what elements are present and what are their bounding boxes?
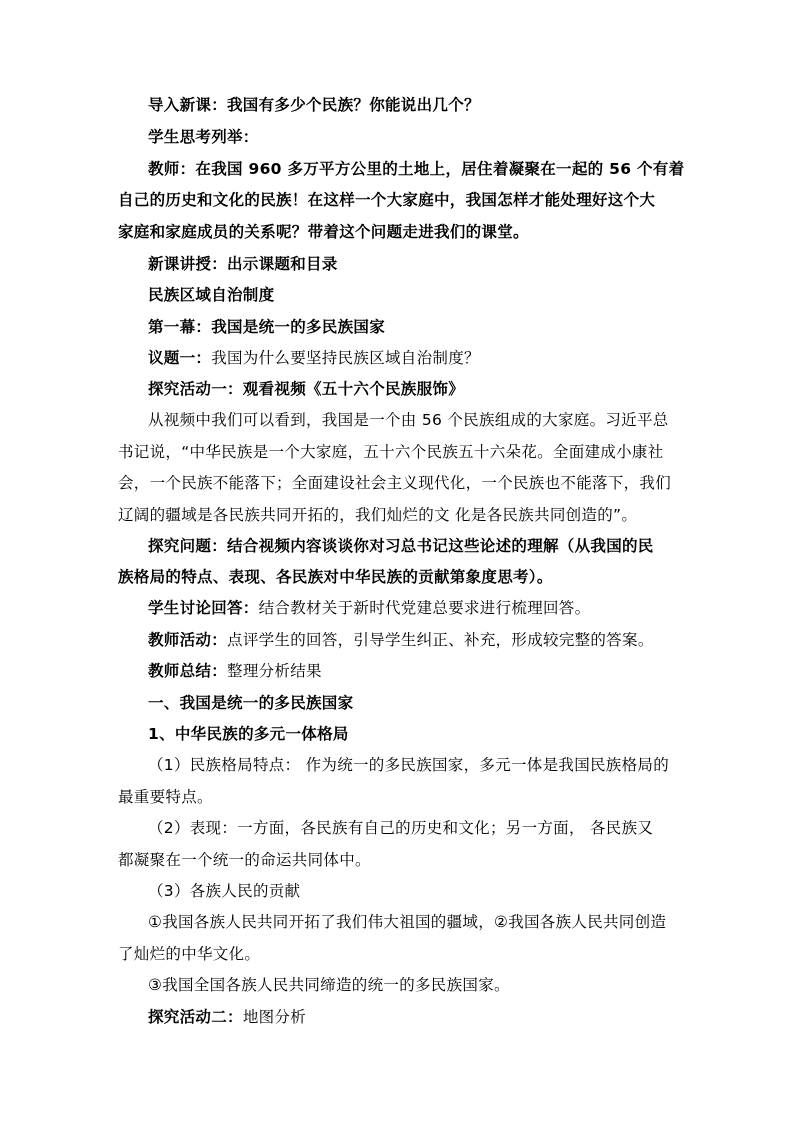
text-line: （2）表现：一方面，各民族有自己的历史和文化；另一方面， 各民族又: [148, 819, 654, 837]
text-line: 教师活动：点评学生的回答，引导学生纠正、补充，形成较完整的答案。: [148, 631, 654, 649]
text-line: 学生讨论回答：结合教材关于新时代党建总要求进行梳理回答。: [148, 599, 591, 617]
text-line: 1、中华民族的多元一体格局: [148, 725, 349, 743]
text-line: 最重要特点。: [118, 788, 213, 806]
text-line: 书记说，“中华民族是一个大家庭，五十六个民族五十六朵花。全面建成小康社: [118, 443, 664, 461]
text-line: 都凝聚在一个统一的命运共同体中。: [118, 851, 371, 869]
text-line: （3）各族人民的贡献: [148, 882, 301, 900]
text-line: 辽阔的疆域是各民族共同开拓的，我们灿烂的文 化是各民族共同创造的”。: [118, 506, 638, 524]
text-line: 探究活动二：地图分析: [148, 1008, 307, 1026]
text-line: 议题一：我国为什么要坚持民族区域自治制度？: [148, 349, 480, 367]
text-line: （1）民族格局特点： 作为统一的多民族国家，多元一体是我国民族格局的: [148, 756, 669, 774]
text-line: 新课讲授：出示课题和目录: [148, 255, 338, 273]
text-line: 第一幕：我国是统一的多民族国家: [148, 318, 386, 336]
text-line: 学生思考列举：: [148, 128, 259, 146]
text-line: 教师：在我国 960 多万平方公里的土地上，居住着凝聚在一起的 56 个有着: [148, 160, 685, 178]
text-line: 族格局的特点、表现、各民族对中华民族的贡献第象度思考）。: [118, 568, 553, 586]
text-line: 一、我国是统一的多民族国家: [148, 694, 354, 712]
text-line: 导入新课：我国有多少个民族？你能说出几个？: [148, 96, 480, 114]
text-line: 自己的历史和文化的民族！在这样一个大家庭中，我国怎样才能处理好这个大: [118, 191, 656, 209]
text-line: ①我国各族人民共同开拓了我们伟大祖国的疆域，②我国各族人民共同创造: [148, 913, 667, 931]
text-line: ③我国全国各族人民共同缔造的统一的多民族国家。: [148, 976, 510, 994]
text-line: 探究问题：结合视频内容谈谈你对习总书记这些论述的理解（从我国的民: [148, 537, 654, 555]
text-line: 会，一个民族不能落下；全面建设社会主义现代化，一个民族也不能落下，我们: [118, 474, 672, 492]
text-line: 了灿烂的中华文化。: [118, 945, 261, 963]
text-line: 家庭和家庭成员的关系呢？带着这个问题走进我们的课堂。: [118, 223, 529, 241]
text-line: 从视频中我们可以看到，我国是一个由 56 个民族组成的大家庭。习近平总: [148, 411, 669, 429]
text-line: 民族区域自治制度: [148, 286, 275, 304]
text-line: 探究活动一：观看视频《五十六个民族服饰》: [148, 380, 465, 398]
text-line: 教师总结：整理分析结果: [148, 662, 322, 680]
